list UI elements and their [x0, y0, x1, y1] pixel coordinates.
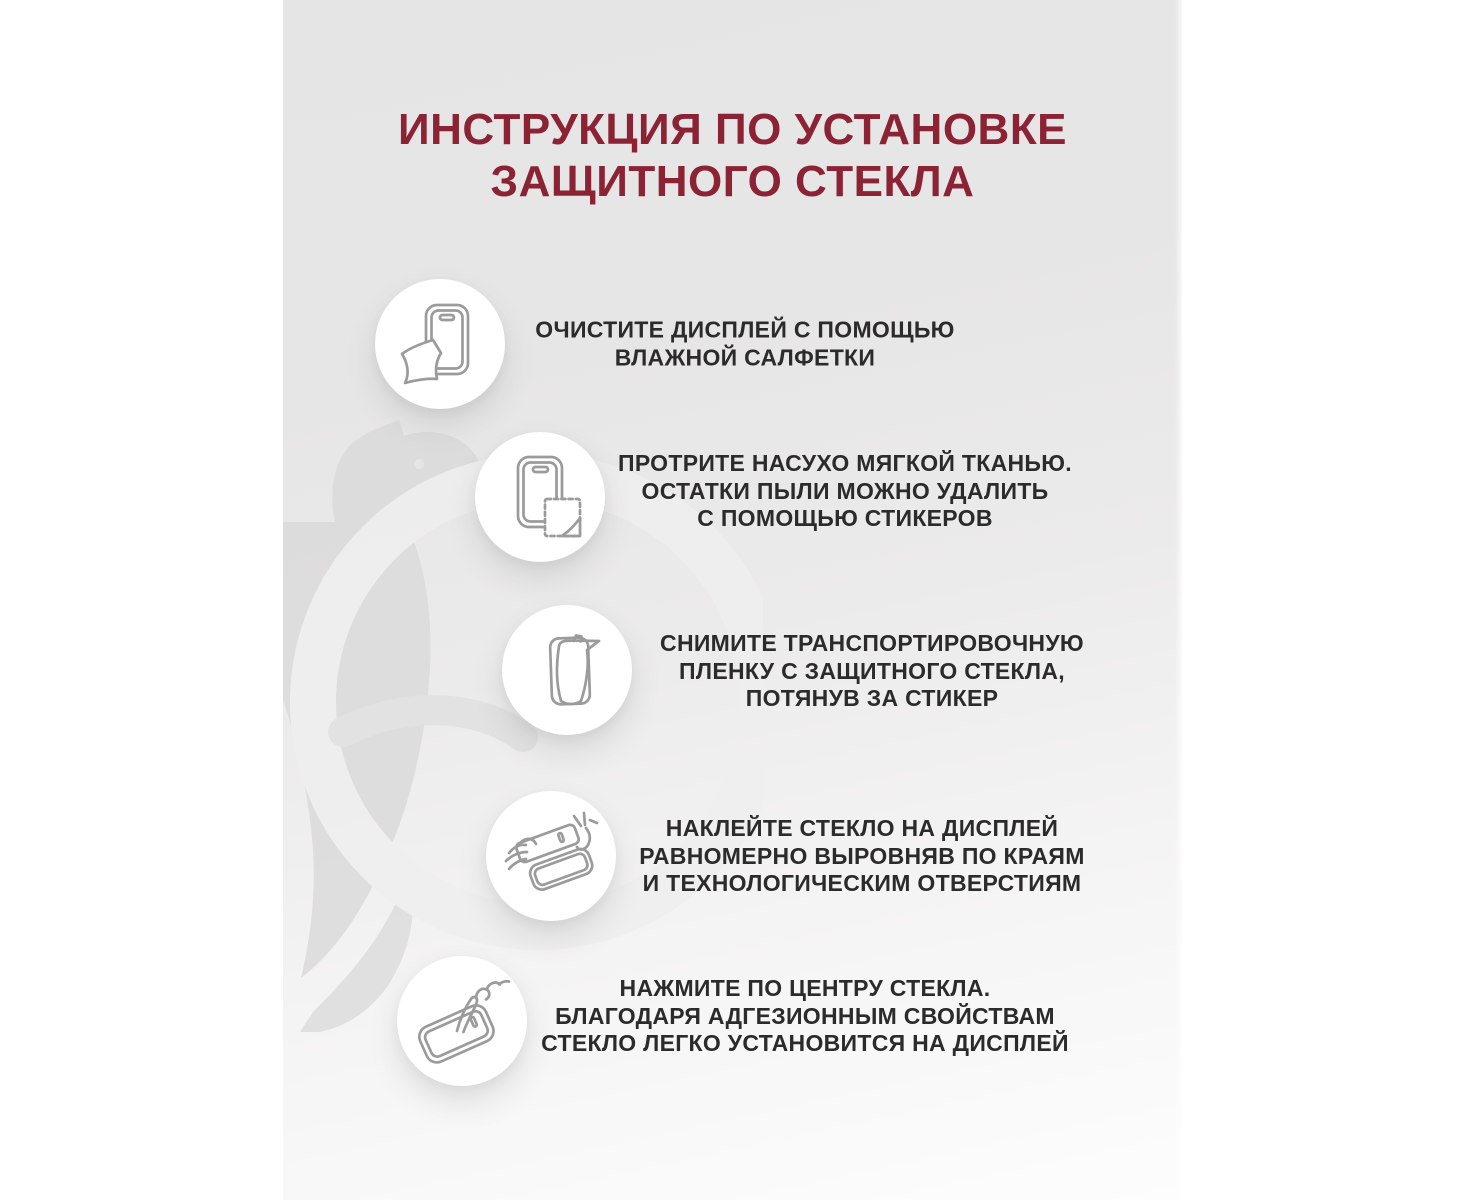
step-1-line-2: ВЛАЖНОЙ САЛФЕТКИ: [614, 344, 876, 370]
step-2-line-3: С ПОМОЩЬЮ СТИКЕРОВ: [697, 504, 993, 531]
step-2-line-1: ПРОТРИТЕ НАСУХО МЯГКОЙ ТКАНЬЮ.: [618, 449, 1072, 476]
step-2-line-2: ОСТАТКИ ПЫЛИ МОЖНО УДАЛИТЬ: [641, 477, 1049, 504]
step-2-text: [565, 450, 1125, 533]
step-4-line-2: РАВНОМЕРНО ВЫРОВНЯВ ПО КРАЯМ: [639, 842, 1085, 869]
step-5-line-2: БЛАГОДАРЯ АДГЕЗИОННЫМ СВОЙСТВАМ: [555, 1002, 1055, 1029]
step-4-line-3: И ТЕХНОЛОГИЧЕСКИМ ОТВЕРСТИЯМ: [642, 869, 1082, 896]
step-1-text: [465, 317, 1025, 372]
step-1-line-1: ОЧИСТИТЕ ДИСПЛЕЙ С ПОМОЩЬЮ: [535, 316, 955, 343]
page-title-line-2: ЗАЩИТНОГО СТЕКЛА: [490, 157, 975, 206]
step-5-text: [525, 975, 1085, 1058]
page-title: [283, 104, 1182, 208]
step-3-text: [592, 630, 1152, 713]
step-4-text: [582, 815, 1142, 898]
press-glass-center-icon: [412, 971, 512, 1071]
step-5-icon-circle: [397, 956, 527, 1086]
step-4-line-1: НАКЛЕЙТЕ СТЕКЛО НА ДИСПЛЕЙ: [665, 814, 1059, 841]
step-5-line-1: НАЖМИТЕ ПО ЦЕНТРУ СТЕКЛА.: [619, 974, 991, 1001]
page-title-line-1: ИНСТРУКЦИЯ ПО УСТАНОВКЕ: [397, 105, 1068, 154]
step-3-line-1: СНИМИТЕ ТРАНСПОРТИРОВОЧНУЮ: [660, 629, 1084, 656]
step-3-line-2: ПЛЕНКУ С ЗАЩИТНОГО СТЕКЛА,: [679, 657, 1065, 684]
step-3-line-3: ПОТЯНУВ ЗА СТИКЕР: [745, 684, 999, 711]
step-5-line-3: СТЕКЛО ЛЕГКО УСТАНОВИТСЯ НА ДИСПЛЕЙ: [541, 1029, 1069, 1056]
